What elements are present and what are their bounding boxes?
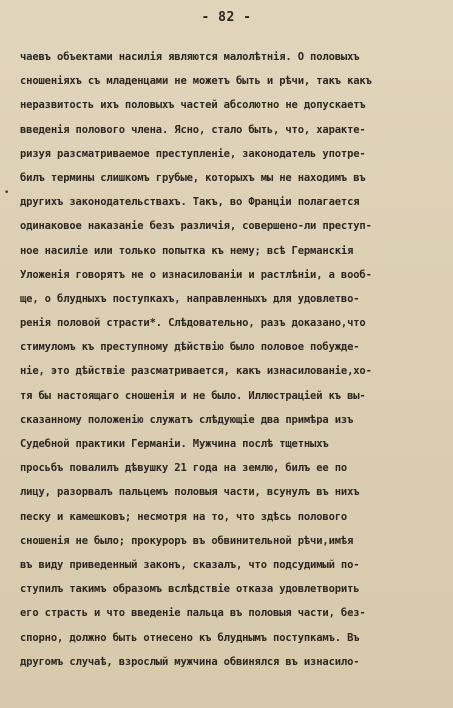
page-number: - 82 - (201, 10, 252, 25)
text-line: билъ термины слишкомъ грубые, которыхъ мы не находимъ въ (20, 171, 366, 184)
text-line: чаевъ объектами насилія являются малолѣтнія. О половыхъ (20, 51, 360, 63)
text-line: Судебной практики Германіи. Мужчина послѣ тщетныхъ (20, 438, 329, 450)
text-line: введенія полового члена. Ясно, стало быть, что, характе- (20, 123, 366, 136)
text-line: стимуломъ къ преступному дѣйствію было половое побужде- (20, 341, 360, 354)
text-line: въ виду приведенный законъ, сказалъ, что подсудимый по- (20, 558, 360, 571)
text-line: одинаковое наказаніе безъ различія, совершено-ли преступ- (20, 220, 372, 233)
text-line: просьбъ повалилъ дѣвушку 21 года на землю, билъ ее по (20, 462, 348, 475)
text-line: сказанному положенію служатъ слѣдующіе два примѣра изъ (20, 413, 354, 426)
text-line: его страсть и что введеніе пальца въ половыя части, без- (20, 607, 366, 620)
text-line: ніе, это дѣйствіе разсматривается, какъ изнасилованіе,хо- (20, 365, 372, 378)
text-line: ще, о блудныхъ поступкахъ, направленныхъ для удовлетво- (20, 292, 360, 305)
text-line: Уложенія говорятъ не о изнасилованіи и растлѣніи, а вооб- (20, 268, 372, 281)
text-line: ступилъ такимъ образомъ вслѣдствіе отказа удовлетворить (20, 583, 360, 596)
text-line: песку и камешковъ; несмотря на то, что здѣсь полового (20, 510, 348, 523)
body-text (20, 45, 440, 674)
text-line: другомъ случаѣ, взрослый мужчина обвинялся въ изнасило- (20, 655, 360, 668)
text-line: ное насиліе или только попытка къ нему; всѣ Германскія (20, 244, 354, 257)
text-line: другихъ законодательствахъ. Такъ, во Франціи полагается (20, 196, 360, 209)
text-line: ренія половой страсти*. Слѣдовательно, разъ доказано,что (20, 317, 366, 330)
text-line: тя бы настоящаго сношенія и не было. Иллюстраціей къ вы- (20, 389, 366, 402)
margin-mark: • (4, 188, 10, 198)
text-line: ризуя разсматриваемое преступленіе, законодатель употре- (20, 147, 366, 160)
text-line: сношеніяхъ съ младенцами не можетъ быть и рѣчи, такъ какъ (20, 75, 372, 88)
text-line: спорно, должно быть отнесено къ блуднымъ поступкамъ. Въ (20, 631, 360, 644)
text-line: сношенія не было; прокуроръ въ обвинительной рѣчи,имѣя (20, 534, 354, 547)
text-line: лицу, разорвалъ пальцемъ половыя части, всунулъ въ нихъ (20, 486, 360, 499)
text-line: неразвитость ихъ половыхъ частей абсолютно не допускаетъ (20, 99, 366, 112)
